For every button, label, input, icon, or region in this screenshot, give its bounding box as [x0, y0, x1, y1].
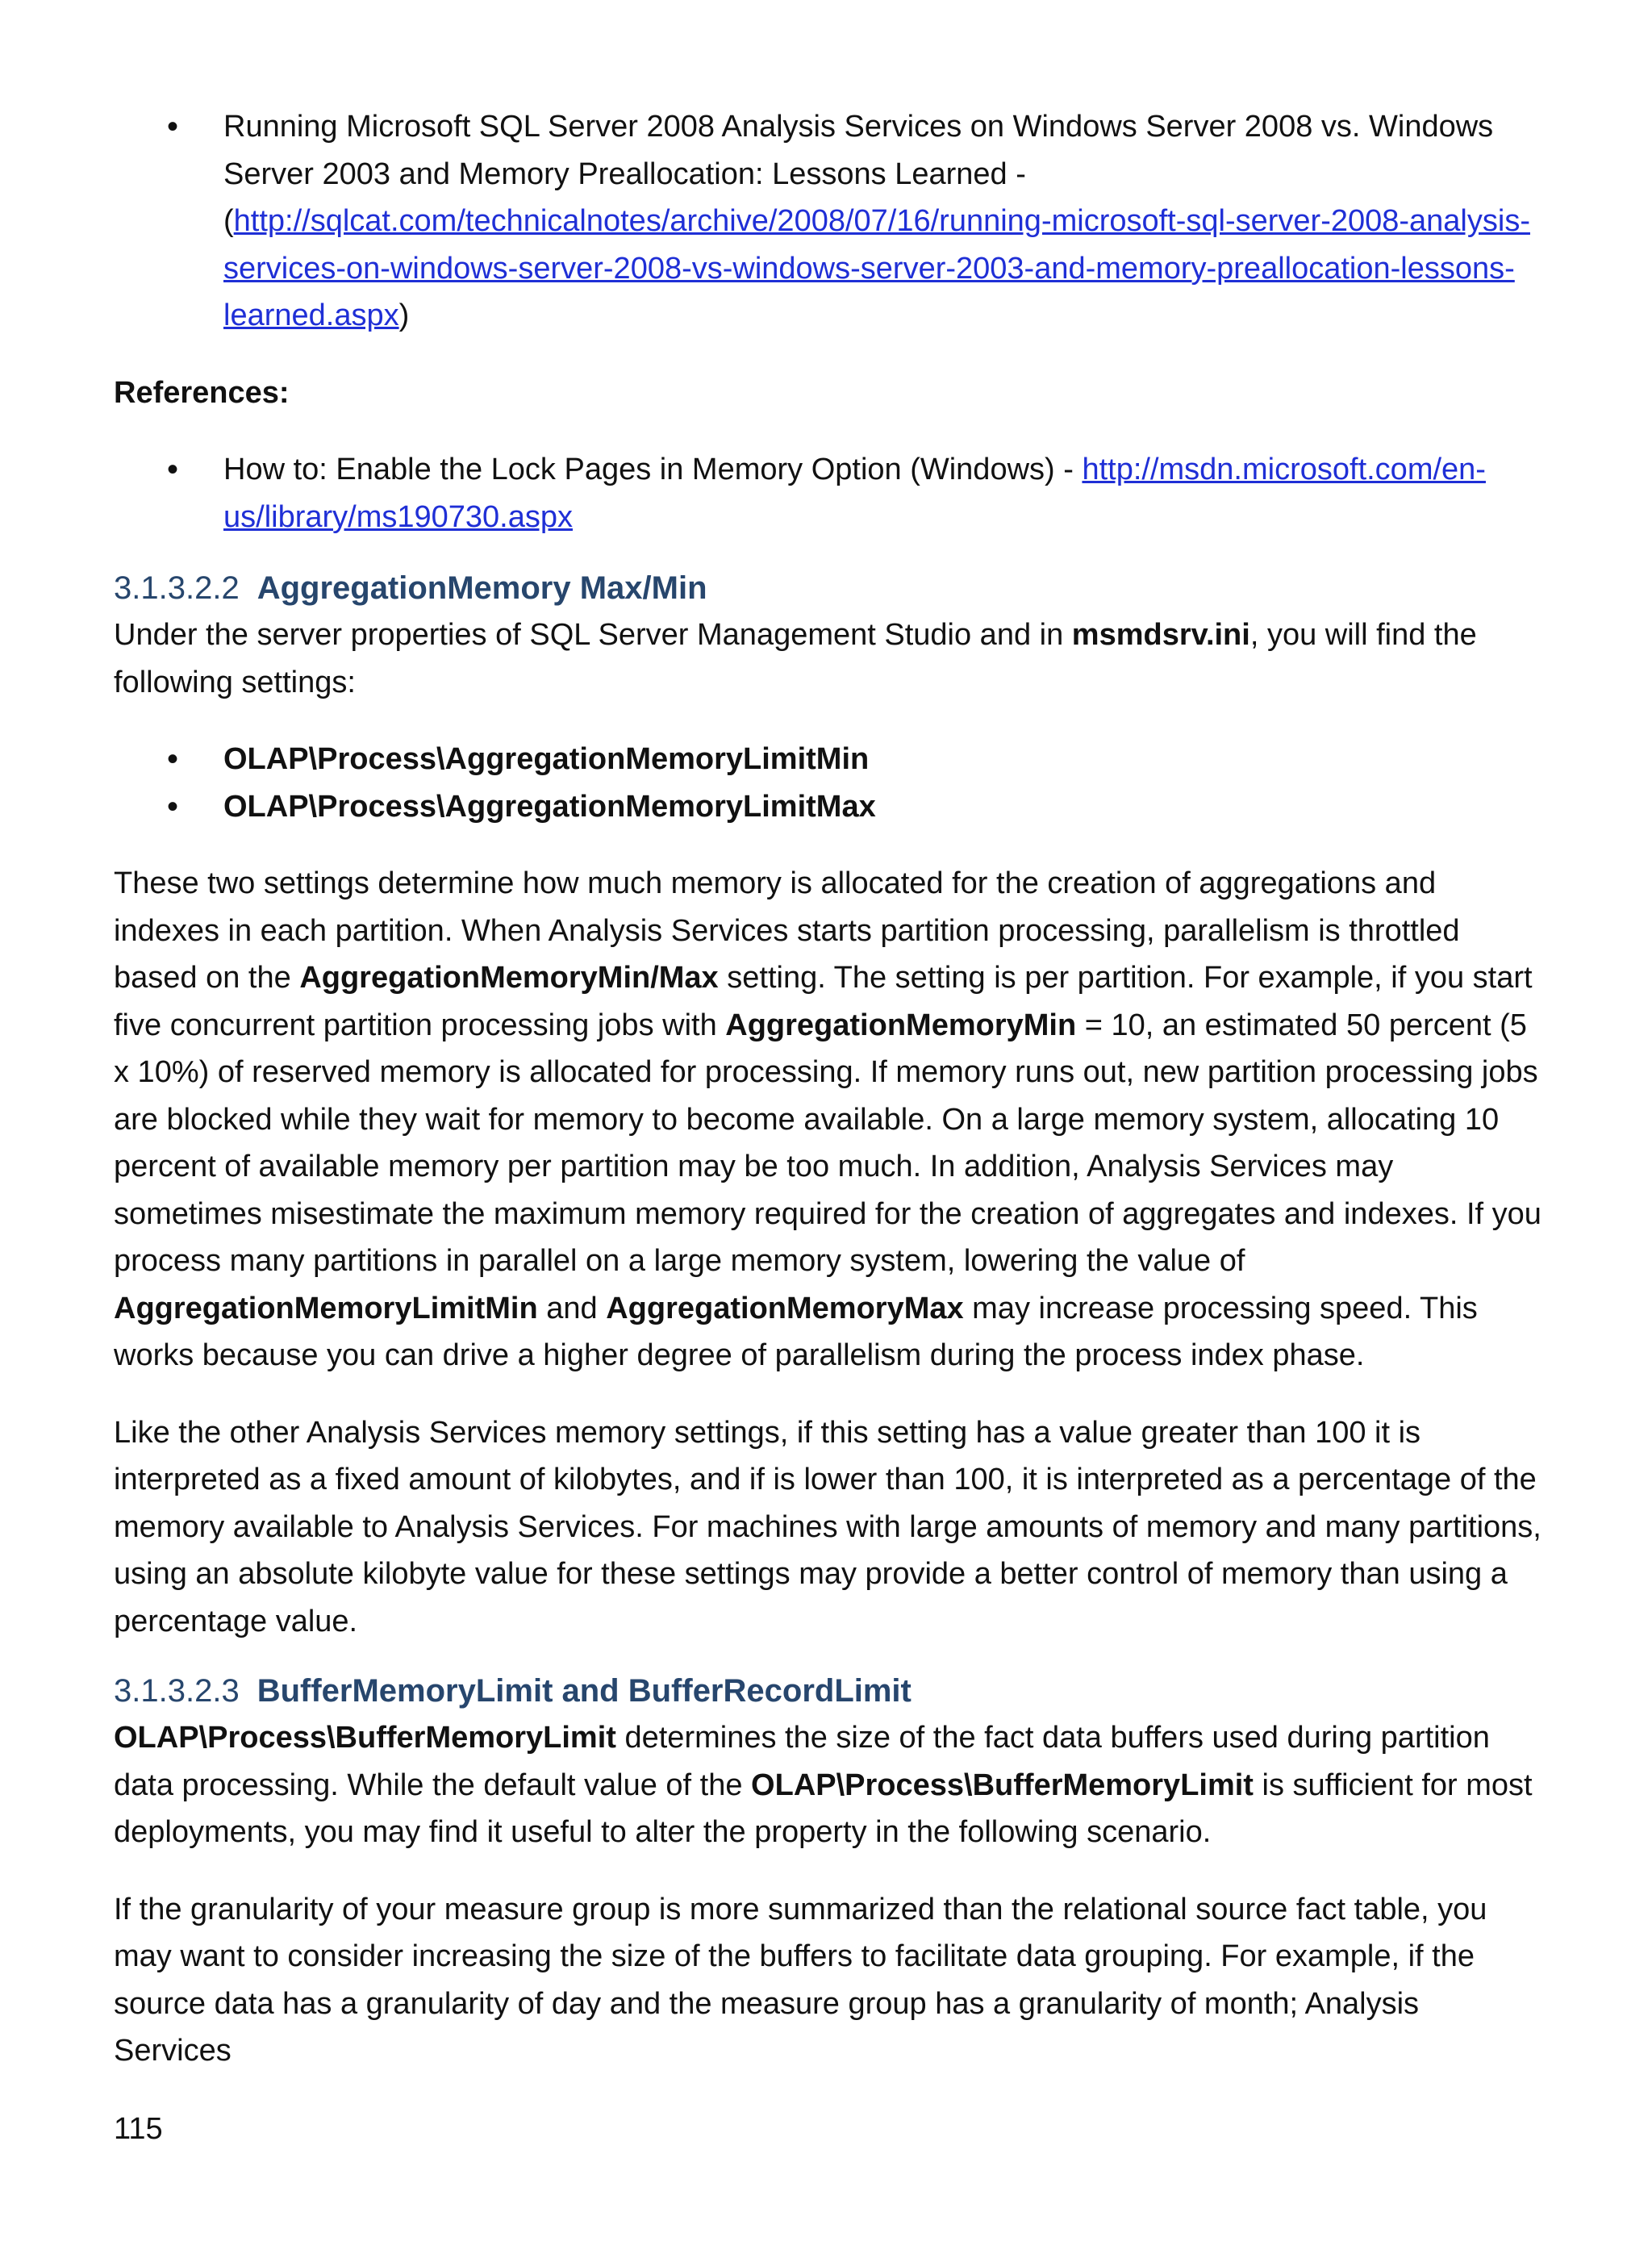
bold-term: AggregationMemoryMin: [725, 1008, 1077, 1042]
text-run: determines the size of the fact data buffers used during partition data processing. While the default value of the: [114, 1721, 1490, 1802]
setting-name: OLAP\Process\AggregationMemoryLimitMin: [223, 742, 870, 776]
bold-term: AggregationMemoryMax: [606, 1291, 964, 1325]
references-list: [114, 446, 1541, 541]
bullet-icon: •: [167, 452, 179, 487]
bold-term: OLAP\Process\BufferMemoryLimit: [114, 1721, 616, 1755]
bold-term: AggregationMemoryMin/Max: [299, 961, 719, 995]
bullet-icon: •: [167, 741, 179, 777]
text-run: setting. The setting is per partition. For example, if you start five concurrent partition processing jobs with: [114, 961, 1533, 1042]
section-title: AggregationMemory Max/Min: [257, 570, 707, 606]
text-run: may increase processing speed. This works because you can drive a higher degree of parallelism during the process index phase.: [114, 1291, 1478, 1372]
section-heading-buffer-memory: [114, 1668, 1541, 1714]
list-item: [114, 103, 1541, 340]
msdn-lock-pages-link[interactable]: http://msdn.microsoft.com/en-us/library/ms190730.aspx: [223, 453, 1486, 534]
setting-name: OLAP\Process\AggregationMemoryLimitMax: [223, 789, 876, 824]
references-label: References:: [114, 375, 290, 410]
text-run: , you will find the following settings:: [114, 618, 1477, 699]
aggregation-paragraph-1: [114, 860, 1541, 1380]
bullet-icon: •: [167, 788, 179, 824]
text-run: = 10, an estimated 50 percent (5 x 10%) of reserved memory is allocated for processing. If memory runs out, new partition processing jobs are blocked while they wait for memory to become available. On a large memory system, allocating 10 percent of available memory per partition may be too much. In addition, Analysis Services may sometimes misestimate the maximum memory required for the creation of aggregates and indexes. If you process many partitions in parallel on a large memory system, lowering the value of: [114, 1008, 1541, 1278]
msmdsrv-ini-term: msmdsrv.ini: [1071, 618, 1250, 652]
sqlcat-article-link[interactable]: http://sqlcat.com/technicalnotes/archive/2008/07/16/running-microsoft-sql-server-2008-analysis-services-on-windows-server-2008-vs-windows-server-2003-and-memory-preallocation-lessons-learned.aspx: [223, 204, 1530, 332]
buffer-paragraph-1: [114, 1714, 1541, 1856]
text-run: Under the server properties of SQL Server Management Studio and in: [114, 618, 1072, 652]
list-item: [114, 736, 1541, 783]
section-number: 3.1.3.2.3: [114, 1673, 240, 1709]
bold-term: OLAP\Process\BufferMemoryLimit: [751, 1768, 1254, 1802]
list-item: [114, 783, 1541, 831]
section-heading-aggregation-memory: [114, 565, 1541, 612]
reference-text: How to: Enable the Lock Pages in Memory Option (Windows) -: [223, 453, 1083, 486]
list-item: [114, 446, 1541, 541]
aggregation-paragraph-2: Like the other Analysis Services memory settings, if this setting has a value greater than 100 it is interpreted as a fixed amount of kilobytes, and if is lower than 100, it is interpreted as a percentage of the memory available to Analysis Services. For machines with large amounts of memory and many partitions, using an absolute kilobyte value for these settings may provide a better control of memory than using a percentage value.: [114, 1415, 1541, 1638]
text-run: and: [537, 1291, 607, 1325]
text-run: These two settings determine how much memory is allocated for the creation of aggregations and indexes in each partition. When Analysis Services starts partition processing, parallelism is throttled based on the: [114, 866, 1460, 995]
bold-term: AggregationMemoryLimitMin: [114, 1291, 538, 1325]
bullet-icon: •: [167, 109, 179, 144]
section-title: BufferMemoryLimit and BufferRecordLimit: [257, 1673, 912, 1709]
page-number: 115: [114, 2112, 163, 2146]
intro-bullet-list: [114, 103, 1541, 340]
intro-bullet-text: Running Microsoft SQL Server 2008 Analysis Services on Windows Server 2008 vs. Windows Server 2003 and Memory Preallocation: Lessons Learned - (: [223, 110, 1494, 238]
intro-bullet-suffix: ): [398, 298, 410, 332]
section-number: 3.1.3.2.2: [114, 570, 240, 606]
aggregation-intro-paragraph: [114, 612, 1541, 706]
aggregation-settings-list: [114, 736, 1541, 830]
text-run: is sufficient for most deployments, you may find it useful to alter the property in the following scenario.: [114, 1768, 1533, 1849]
page-content: [114, 103, 1541, 2105]
buffer-paragraph-2: If the granularity of your measure group is more summarized than the relational source fact table, you may want to consider increasing the size of the buffers to facilitate data grouping. For example, if the source data has a granularity of day and the measure group has a granularity of month; Analysis Services: [114, 1892, 1487, 2068]
